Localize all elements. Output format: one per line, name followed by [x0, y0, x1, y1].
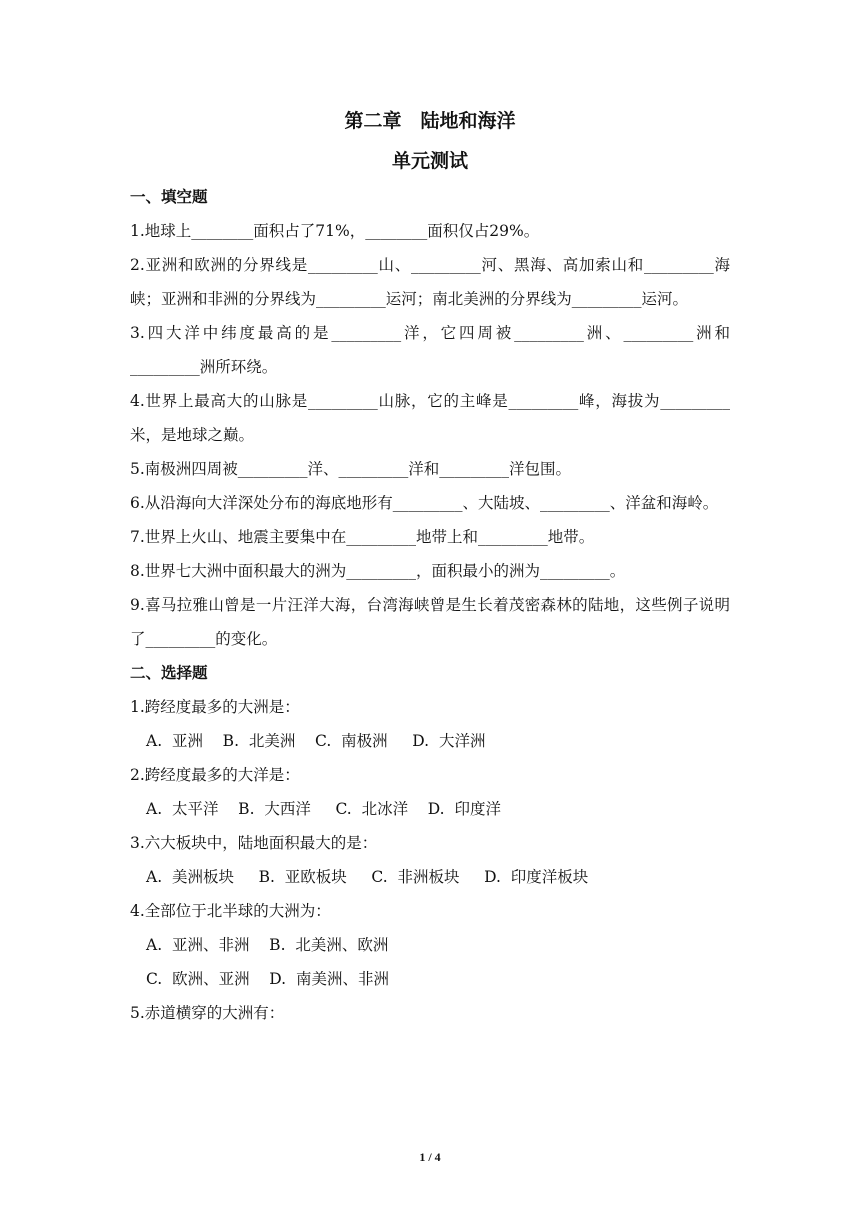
fill-question-8: 8.世界七大洲中面积最大的洲为_________，面积最小的洲为_________。 — [130, 562, 626, 580]
fill-question-6: 6.从沿海向大洋深处分布的海底地形有_________、大陆坡、_________、洋盆和海岭。 — [130, 494, 719, 512]
choice-question-4: 4.全部位于北半球的大洲为： — [130, 902, 331, 920]
page-number: 1 / 4 — [419, 1150, 441, 1164]
fill-question-4: 4.世界上最高大的山脉是_________山脉，它的主峰是_________峰，海拔为_________米，是地球之巅。 — [130, 392, 730, 444]
document-body — [130, 180, 730, 1030]
page-title: 第二章 陆地和海洋 — [344, 110, 516, 132]
fill-question-3: 3.四大洋中纬度最高的是_________洋，它四周被_________洲、_________洲和_________洲所环绕。 — [130, 324, 730, 376]
choice-options-4a: A. 亚洲、非洲 B. 北美洲、欧洲 — [146, 936, 389, 954]
choice-question-5: 5.赤道横穿的大洲有： — [130, 1004, 285, 1022]
choice-options-2: A. 太平洋 B. 大西洋 C. 北冰洋 D. 印度洋 — [146, 800, 501, 818]
choice-question-3: 3.六大板块中，陆地面积最大的是： — [130, 834, 378, 852]
fill-question-1: 1.地球上________面积占了71%，________面积仅占29%。 — [130, 222, 540, 240]
choice-question-1: 1.跨经度最多的大洲是： — [130, 698, 300, 716]
fill-question-7: 7.世界上火山、地震主要集中在_________地带上和_________地带。 — [130, 528, 595, 546]
section-heading-fill-in: 一、填空题 — [130, 188, 208, 206]
choice-options-1: A. 亚洲 B. 北美洲 C. 南极洲 D. 大洋洲 — [146, 732, 486, 750]
fill-question-2: 2.亚洲和欧洲的分界线是_________山、_________河、黑海、高加索山和_________海峡；亚洲和非洲的分界线为_________运河；南北美洲的分界线为_________运河。 — [130, 256, 730, 308]
fill-question-5: 5.南极洲四周被_________洋、_________洋和_________洋包围。 — [130, 460, 572, 478]
page-subtitle: 单元测试 — [391, 150, 468, 172]
choice-question-2: 2.跨经度最多的大洋是： — [130, 766, 300, 784]
section-heading-choice: 二、选择题 — [130, 664, 208, 682]
choice-options-4b: C. 欧洲、亚洲 D. 南美洲、非洲 — [146, 970, 389, 988]
fill-question-9: 9.喜马拉雅山曾是一片汪洋大海，台湾海峡曾是生长着茂密森林的陆地，这些例子说明了_________的变化。 — [130, 596, 730, 648]
choice-options-3: A. 美洲板块 B. 亚欧板块 C. 非洲板块 D. 印度洋板块 — [146, 868, 589, 886]
